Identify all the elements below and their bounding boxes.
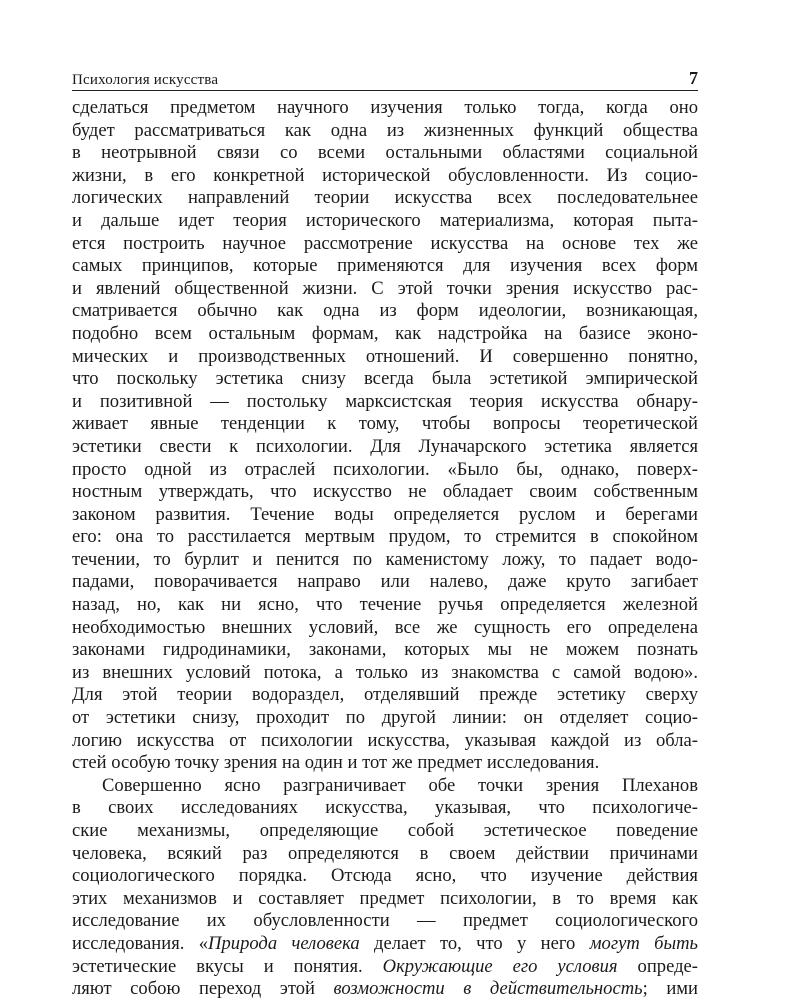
text-segment: стей особую точку зрения на один и тот же предмет исследования. [72,752,600,774]
text-segment: в неотрывной связи со всеми остальными областями социальной [72,142,698,164]
text-line [72,933,698,956]
text-segment: человека, всякий раз определяются в своем действии причинами [72,842,698,864]
text-segment: мических и производственных отношений. И совершенно понятно, [72,345,698,367]
text-segment: жизни, в его конкретной исторической обусловленности. Из социо- [72,164,698,186]
italic-text: могут быть [589,932,698,954]
text-segment: ; ими [642,978,698,1000]
text-line [72,278,698,301]
text-line [72,956,698,979]
text-line [72,120,698,143]
text-segment: сделаться предметом научного изучения только тогда, когда оно [72,97,698,118]
text-line [72,775,698,798]
text-segment: что поскольку эстетика снизу всегда была эстетикой эмпирической [72,368,698,390]
text-line [72,571,698,594]
text-segment: законами гидродинамики, законами, которых мы не можем познать [72,639,698,661]
text-segment: исследования. « [72,932,209,954]
text-line [72,368,698,391]
text-segment: сматривается обычно как одна из форм идеологии, возникающая, [72,300,698,322]
text-line [72,843,698,866]
text-segment: назад, но, как ни ясно, что течение ручья определяется железной [72,594,698,616]
text-line [72,504,698,527]
text-line [72,210,698,233]
text-segment: ские механизмы, определяющие собой эстетическое поведение [72,820,698,841]
text-segment: и позитивной — постольку марксистская теория искусства обнару- [72,390,698,412]
text-segment: ностным утверждать, что искусство не обладает своим собственным [72,481,698,503]
text-line [72,436,698,459]
text-line [72,526,698,549]
text-segment: живает явные тенденции к тому, чтобы вопросы теоретической [72,413,698,435]
text-line [72,187,698,210]
text-line [72,978,698,1001]
text-line [72,684,698,707]
text-line [72,662,698,685]
text-segment: будет рассматриваться как одна из жизненных функций общества [72,119,698,141]
text-segment: этих механизмов и составляет предмет психологии, в то время как [72,887,698,909]
text-line [72,639,698,662]
text-segment: исследование их обусловленности — предмет социологического [72,910,698,932]
text-segment: опреде- [617,955,698,977]
text-segment: законом развития. Течение воды определяется руслом и берегами [72,503,698,525]
text-line [72,865,698,888]
text-line [72,910,698,933]
text-segment: эстетические вкусы и понятия. [72,955,383,977]
text-line [72,142,698,165]
text-segment: течении, то бурлит и пенится по каменистому ложу, то падает водо- [72,548,698,570]
text-line [72,481,698,504]
text-segment: и дальше идет теория исторического материализма, которая пыта- [72,209,698,231]
italic-text: Природа человека [208,932,360,954]
text-segment: и явлений общественной жизни. С этой точки зрения искусство рас- [72,277,698,299]
text-line [72,255,698,278]
text-segment: ется построить научное рассмотрение искусства на основе тех же [72,232,698,254]
text-segment: Для этой теории водораздел, отделявший прежде эстетику сверху [72,684,698,706]
text-line [72,549,698,572]
text-segment: его: она то расстилается мертвым прудом, то стремится в спокойном [72,526,698,548]
text-line [72,413,698,436]
text-line [72,97,698,120]
text-line [72,617,698,640]
text-segment: самых принципов, которые применяются для изучения всех форм [72,255,698,277]
text-line [72,459,698,482]
text-segment: ляют собою переход этой [72,978,334,1000]
italic-text: возможности в действительность [333,978,643,1000]
text-segment: социологического порядка. Отсюда ясно, что изучение действия [72,865,698,887]
text-line [72,391,698,414]
text-segment: из внешних условий потока, а только из знакомства с самой водою». [72,661,698,683]
text-segment: логию искусства от психологии искусства, указывая каждой из обла- [72,729,698,751]
text-line [72,752,698,775]
text-line [72,707,698,730]
book-page [72,64,698,1001]
text-segment: необходимостью внешних условий, все же сущность его определена [72,616,698,638]
text-line [72,797,698,820]
text-segment: просто одной из отраслей психологии. «Было бы, однако, поверх- [72,458,698,480]
text-line [72,323,698,346]
text-line [72,233,698,256]
text-segment: падами, поворачивается направо или налево, даже круто загибает [72,571,698,593]
text-line [72,300,698,323]
text-line [72,346,698,369]
text-line [72,820,698,843]
text-line [72,165,698,188]
text-segment: делает то, что у него [359,932,590,954]
text-segment: в своих исследованиях искусства, указывая, что психологиче- [72,797,698,819]
text-line [72,888,698,911]
text-segment: эстетики свести к психологии. Для Луначарского эстетика является [72,435,698,457]
text-segment: Совершенно ясно разграничивает обе точки зрения Плеханов [102,774,698,796]
page-number: 7 [689,68,698,88]
text-line [72,594,698,617]
text-segment: логических направлений теории искусства всех последовательнее [72,187,698,209]
body-text [72,97,698,1001]
italic-text: Окружающие его условия [382,955,618,977]
running-title: Психология искусства [72,72,219,88]
text-line [72,730,698,753]
text-segment: от эстетики снизу, проходит по другой линии: он отделяет социо- [72,707,698,729]
text-segment: подобно всем остальным формам, как надстройка на базисе эконо- [72,322,698,344]
running-header [72,64,698,91]
